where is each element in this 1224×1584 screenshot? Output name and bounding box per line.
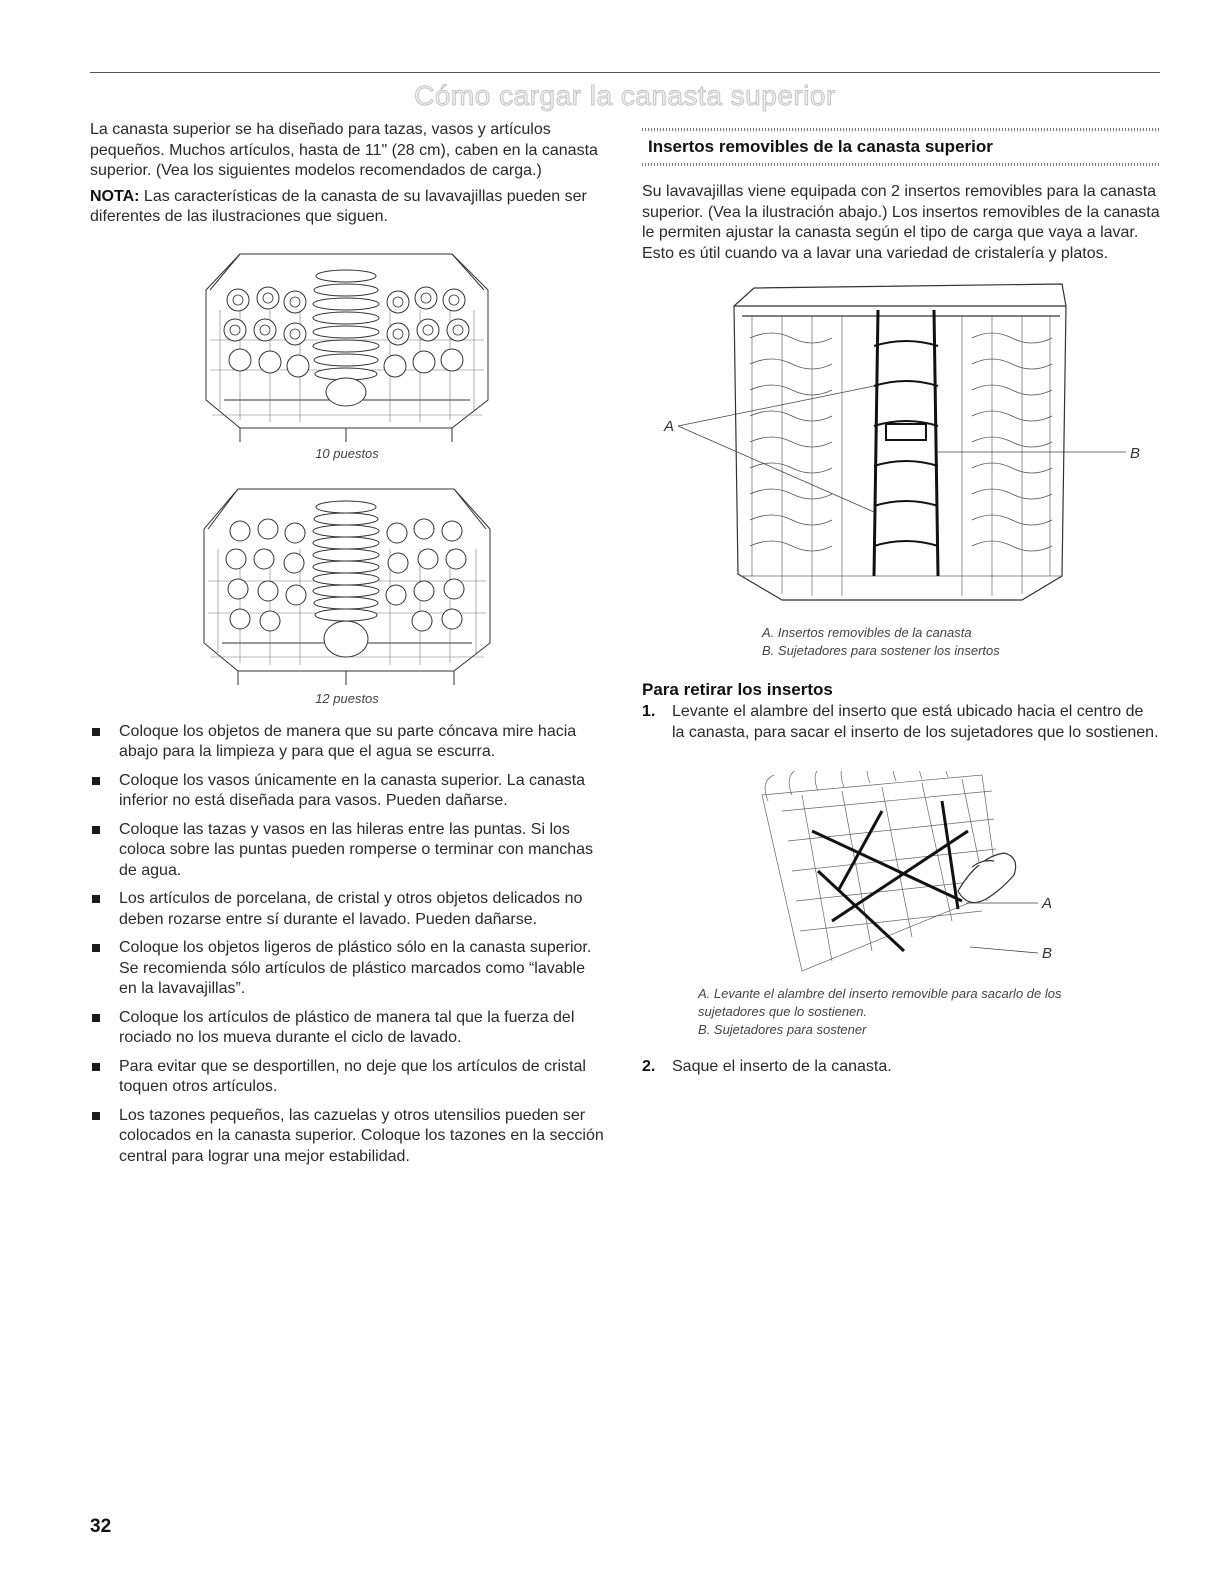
inserts-figure: [642, 276, 1160, 608]
step-1: [642, 702, 1160, 743]
steps-list: [642, 702, 1160, 743]
lift-caption-a: A. Levante el alambre del inserto removible para sacarlo de los sujetadores que lo sostienen.: [698, 986, 1062, 1019]
left-column: [90, 120, 604, 1175]
list-item: Coloque los objetos ligeros de plástico sólo en la canasta superior. Se recomienda sólo artículos de plástico marcados como “lavable en la lavavajillas”.: [90, 938, 604, 1000]
step-number: 2.: [642, 1058, 656, 1075]
right-intro: Su lavavajillas viene equipada con 2 insertos removibles para la canasta superior. (Vea la ilustración abajo.) Los insertos removibles de la canasta le permiten ajustar la canasta según el tipo de carga que vaya a lavar. Esto es útil cuando va a lavar una variedad de cristalería y platos.: [642, 183, 1160, 262]
page-number: 32: [90, 1516, 112, 1537]
rack-12-illustration: [90, 485, 604, 685]
list-item: Coloque las tazas y vasos en las hileras entre las puntas. Si los coloca sobre las puntas pueden romperse o terminar con manchas de agua.: [90, 820, 604, 882]
bullet-square-icon: [92, 944, 100, 952]
bullet-square-icon: [92, 777, 100, 785]
lift-caption-b: B. Sujetadores para sostener: [698, 1022, 867, 1037]
inserts-label-a: A: [664, 418, 675, 435]
bullet-square-icon: [92, 1112, 100, 1120]
figure-caption-10: 10 puestos: [315, 445, 379, 461]
top-rule: [90, 72, 1160, 73]
section-rule-bottom: [642, 163, 1160, 166]
lift-insert-illustration: [642, 771, 1160, 975]
inserts-illustration: [642, 276, 1160, 608]
bullet-square-icon: [92, 728, 100, 736]
list-item: Para evitar que se desportillen, no deje que los artículos de cristal toquen otros artículos.: [90, 1057, 604, 1098]
bullet-square-icon: [92, 1063, 100, 1071]
rack-10-figure: [90, 250, 604, 461]
bullet-square-icon: [92, 895, 100, 903]
lift-insert-caption: [642, 985, 1108, 1039]
lift-label-b: B: [1042, 945, 1053, 962]
lift-label-a: A: [1042, 895, 1053, 912]
bullet-square-icon: [92, 1014, 100, 1022]
list-item: Los artículos de porcelana, de cristal y otros objetos delicados no deben rozarse entre sí durante el lavado. Pueden dañarse.: [90, 889, 604, 930]
list-item: Los tazones pequeños, las cazuelas y otros utensilios pueden ser colocados en la canasta superior. Coloque los tazones en la sección central para lograr una mejor estabilidad.: [90, 1106, 604, 1168]
right-column: [642, 128, 1160, 1078]
inserts-caption: [642, 624, 1160, 660]
steps-list-2: [642, 1057, 1160, 1078]
list-item: Coloque los artículos de plástico de manera tal que la fuerza del rociado no los mueva durante el ciclo de lavado.: [90, 1008, 604, 1049]
list-item: Coloque los objetos de manera que su parte cóncava mire hacia abajo para la limpieza y para que el agua se escurra.: [90, 722, 604, 763]
rack-12-figure: [90, 485, 604, 706]
subsection-title: Para retirar los insertos: [642, 680, 833, 699]
inserts-label-b: B: [1130, 445, 1141, 462]
loading-tips-list: [90, 722, 604, 1168]
section-title: Insertos removibles de la canasta superior: [648, 137, 993, 156]
list-item: Coloque los vasos únicamente en la canasta superior. La canasta inferior no está diseñada para vasos. Pueden dañarse.: [90, 771, 604, 812]
rack-10-illustration: [90, 250, 604, 442]
note-text: Las características de la canasta de su lavavajillas pueden ser diferentes de las ilustraciones que siguen.: [90, 187, 587, 225]
bullet-square-icon: [92, 826, 100, 834]
inserts-caption-a: A. Insertos removibles de la canasta: [762, 625, 972, 640]
note-paragraph: [90, 187, 604, 228]
note-label: NOTA:: [90, 187, 140, 205]
page-title: Cómo cargar la canasta superior: [414, 80, 836, 111]
lift-insert-figure: [642, 771, 1160, 975]
step-text: Levante el alambre del inserto que está ubicado hacia el centro de la canasta, para sacar el inserto de los sujetadores que lo sostienen.: [672, 703, 1159, 741]
step-number: 1.: [642, 703, 656, 720]
inserts-caption-b: B. Sujetadores para sostener los insertos: [762, 643, 1000, 658]
step-2: [642, 1057, 1160, 1078]
left-intro: La canasta superior se ha diseñado para tazas, vasos y artículos pequeños. Muchos artículos, hasta de 11" (28 cm), caben en la canasta superior. (Vea los siguientes modelos recomendados de carga.): [90, 121, 598, 179]
figure-caption-12: 12 puestos: [315, 690, 379, 706]
step-text: Saque el inserto de la canasta.: [672, 1058, 892, 1075]
